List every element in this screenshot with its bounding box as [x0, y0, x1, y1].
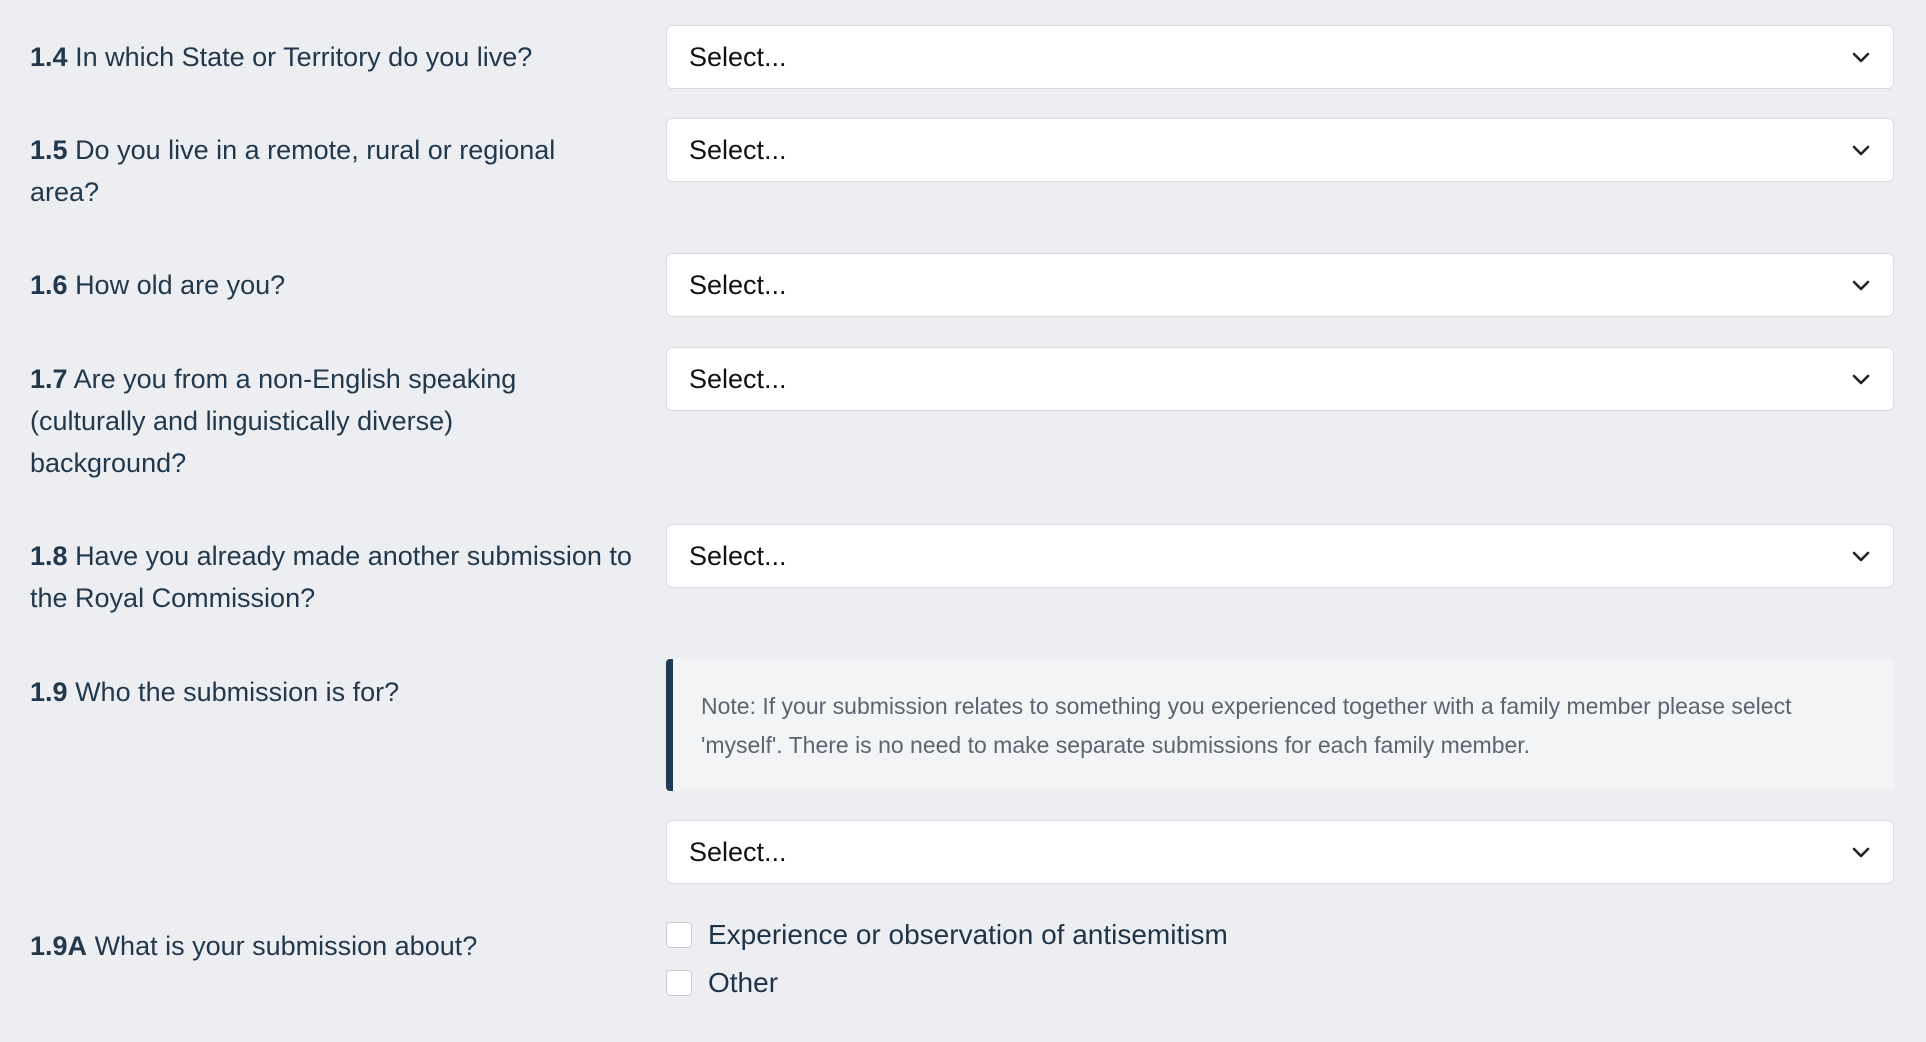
select-value: Select...	[689, 837, 787, 867]
age-select[interactable]	[666, 253, 1894, 317]
checkbox-box[interactable]	[666, 922, 692, 948]
previous-submission-select[interactable]	[666, 524, 1894, 588]
question-number: 1.6	[30, 270, 68, 300]
question-text: In which State or Territory do you live?	[75, 42, 533, 72]
question-text: Have you already made another submission to the Royal Commission?	[30, 541, 632, 613]
select-value: Select...	[689, 135, 787, 165]
chevron-down-icon	[1849, 840, 1873, 864]
select-value: Select...	[689, 364, 787, 394]
question-1-4	[30, 36, 630, 78]
select-value: Select...	[689, 42, 787, 72]
checkbox-box[interactable]	[666, 970, 692, 996]
question-1-8	[30, 535, 650, 619]
question-1-7	[30, 358, 570, 484]
question-text: Do you live in a remote, rural or regional area?	[30, 135, 556, 207]
remote-rural-select[interactable]	[666, 118, 1894, 182]
question-1-9	[30, 671, 630, 713]
cald-background-select[interactable]	[666, 347, 1894, 411]
chevron-down-icon	[1849, 367, 1873, 391]
select-value: Select...	[689, 541, 787, 571]
question-number: 1.9A	[30, 931, 88, 961]
submission-for-select[interactable]	[666, 820, 1894, 884]
select-value: Select...	[689, 270, 787, 300]
question-text: What is your submission about?	[94, 931, 478, 961]
question-number: 1.7	[30, 364, 68, 394]
question-number: 1.4	[30, 42, 68, 72]
question-1-5	[30, 129, 590, 213]
question-text: Are you from a non-English speaking (culturally and linguistically diverse) background?	[30, 364, 517, 478]
checkbox-label: Other	[708, 967, 779, 998]
question-number: 1.9	[30, 677, 68, 707]
question-text: How old are you?	[75, 270, 286, 300]
submission-note: Note: If your submission relates to something you experienced together with a family member please select 'myself'. There is no need to make separate submissions for each family member.	[666, 659, 1894, 791]
question-text: Who the submission is for?	[75, 677, 400, 707]
checkbox-label: Experience or observation of antisemitism	[708, 919, 1228, 950]
question-number: 1.5	[30, 135, 68, 165]
chevron-down-icon	[1849, 273, 1873, 297]
question-1-9a	[30, 925, 630, 967]
chevron-down-icon	[1849, 45, 1873, 69]
question-number: 1.8	[30, 541, 68, 571]
question-1-6	[30, 264, 630, 306]
state-territory-select[interactable]	[666, 25, 1894, 89]
chevron-down-icon	[1849, 138, 1873, 162]
chevron-down-icon	[1849, 544, 1873, 568]
